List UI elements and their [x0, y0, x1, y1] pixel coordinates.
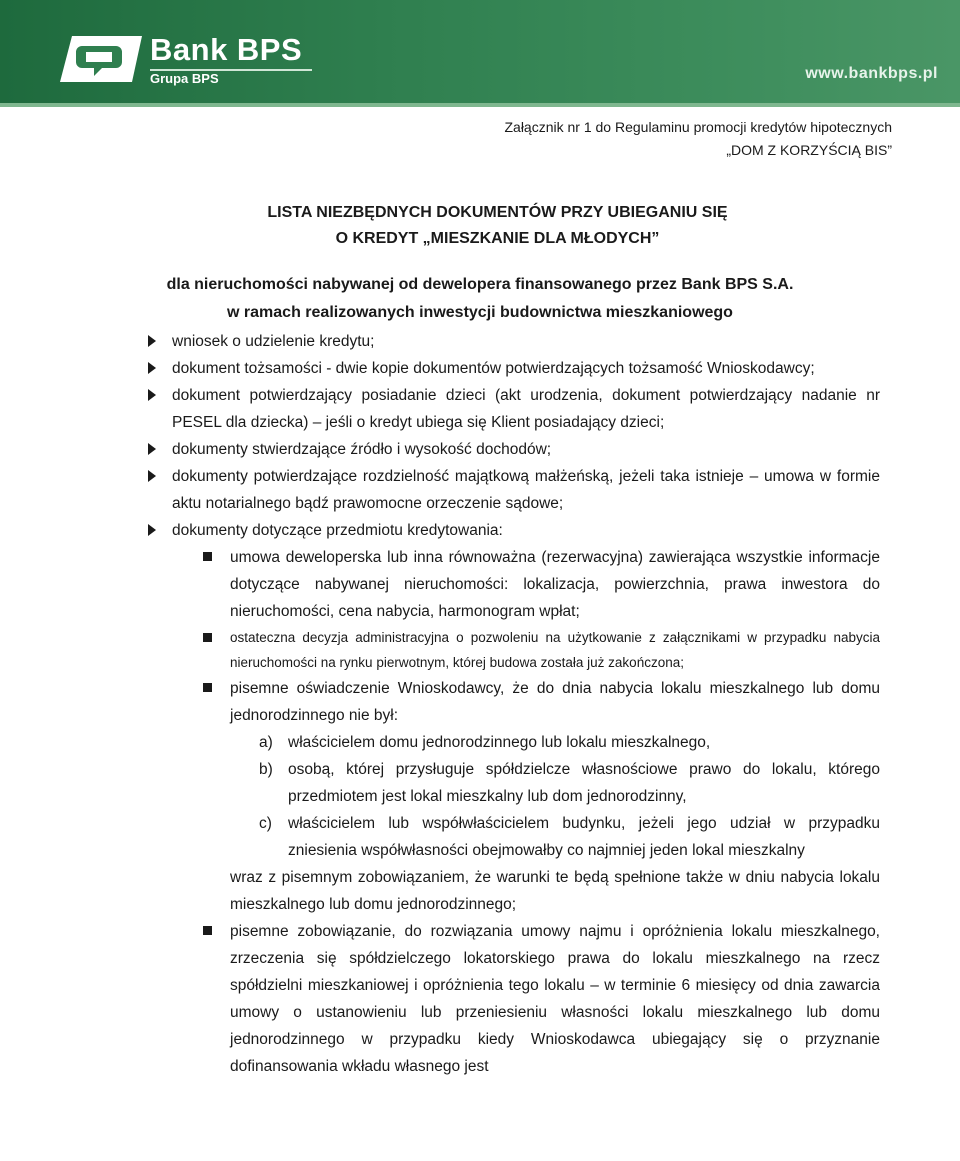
brand-subtitle: Grupa BPS: [150, 71, 219, 86]
list-item: dokument tożsamości - dwie kopie dokumentów potwierdzających tożsamość Wnioskodawcy;: [0, 355, 960, 382]
list-item: dokumenty stwierdzające źródło i wysokość dochodów;: [0, 436, 960, 463]
title-line-1: LISTA NIEZBĘDNYCH DOKUMENTÓW PRZY UBIEGANIU SIĘ: [267, 204, 728, 221]
square-bullet-icon: [203, 926, 212, 935]
square-bullet-icon: [203, 552, 212, 561]
annex-reference: [504, 116, 892, 162]
triangle-bullet-icon: [148, 389, 156, 401]
list-item: wniosek o udzielenie kredytu;: [0, 328, 960, 355]
title-line-2: O KREDYT „MIESZKANIE DLA MŁODYCH”: [335, 230, 660, 247]
list-item: dokumenty dotyczące przedmiotu kredytowania:: [0, 517, 960, 544]
lettered-marker: c): [259, 815, 272, 832]
triangle-bullet-icon: [148, 524, 156, 536]
header-banner: [0, 0, 960, 107]
triangle-bullet-icon: [148, 470, 156, 482]
triangle-bullet-icon: [148, 443, 156, 455]
brand-name: Bank BPS: [150, 32, 303, 67]
website-url[interactable]: www.bankbps.pl: [805, 65, 938, 82]
lettered-marker: b): [259, 761, 273, 778]
document-list: [0, 328, 960, 1080]
lettered-item: c) właścicielem lub współwłaścicielem budynku, jeżeli jego udział w przypadku zniesienia współwłasności obejmowałby co najmniej jeden lokal mieszkalny: [0, 810, 960, 864]
square-bullet-icon: [203, 633, 212, 642]
list-item: dokumenty potwierdzające rozdzielność majątkową małżeńską, jeżeli taka istnieje – umowa w formie aktu notarialnego bądź prawomocne orzeczenie sądowe;: [0, 463, 960, 517]
sub-list-item: pisemne zobowiązanie, do rozwiązania umowy najmu i opróżnienia lokalu mieszkalnego, zrzeczenia się spółdzielczego lokatorskiego prawa do lokalu mieszkalnego na rzecz spółdzielni mieszkaniowej i opróżnienia tego lokalu – w terminie 6 miesięcy od dnia zawarcia umowy o ustanowieniu lub przeniesieniu własności lokalu mieszkalnego lub domu jednorodzinnego w przypadku kiedy Wnioskodawca ubiegający się o przyznanie dofinansowania wkładu własnego jest: [0, 918, 960, 1080]
bank-bps-logo-icon: [58, 34, 142, 84]
triangle-bullet-icon: [148, 362, 156, 374]
annex-line-2: „DOM Z KORZYŚCIĄ BIS”: [726, 142, 892, 158]
subtitle-line-2: w ramach realizowanych inwestycji budownictwa mieszkaniowego: [227, 304, 733, 321]
lettered-item: b) osobą, której przysługuje spółdzielcze własnościowe prawo do lokalu, którego przedmiotem jest lokal mieszkalny lub dom jednorodzinny,: [0, 756, 960, 810]
sub-list-item: pisemne oświadczenie Wnioskodawcy, że do dnia nabycia lokalu mieszkalnego lub domu jednorodzinnego nie był:: [0, 675, 960, 729]
triangle-bullet-icon: [148, 335, 156, 347]
square-bullet-icon: [203, 683, 212, 692]
document-title: [0, 200, 960, 252]
continuation-text: wraz z pisemnym zobowiązaniem, że warunki te będą spełnione także w dniu nabycia lokalu mieszkalnego lub domu jednorodzinnego;: [230, 869, 880, 913]
lettered-marker: a): [259, 734, 273, 751]
subtitle-line-1: dla nieruchomości nabywanej od dewelopera finansowanego przez Bank BPS S.A.: [166, 276, 794, 293]
lettered-item: a) właścicielem domu jednorodzinnego lub lokalu mieszkalnego,: [0, 729, 960, 756]
sub-list-item: umowa deweloperska lub inna równoważna (rezerwacyjna) zawierająca wszystkie informacje dotyczące nabywanej nieruchomości: lokalizacja, powierzchnia, prawa inwestora do nieruchomości, cena nabycia, harmonogram wpłat;: [0, 544, 960, 625]
annex-line-1: Załącznik nr 1 do Regulaminu promocji kredytów hipotecznych: [504, 119, 892, 135]
sub-list-item: ostateczna decyzja administracyjna o pozwoleniu na użytkowanie z załącznikami w przypadku nabycia nieruchomości na rynku pierwotnym, której budowa została już zakończona;: [0, 625, 960, 675]
list-item: dokument potwierdzający posiadanie dzieci (akt urodzenia, dokument potwierdzający nadanie nr PESEL dla dziecka) – jeśli o kredyt ubiega się Klient posiadający dzieci;: [0, 382, 960, 436]
